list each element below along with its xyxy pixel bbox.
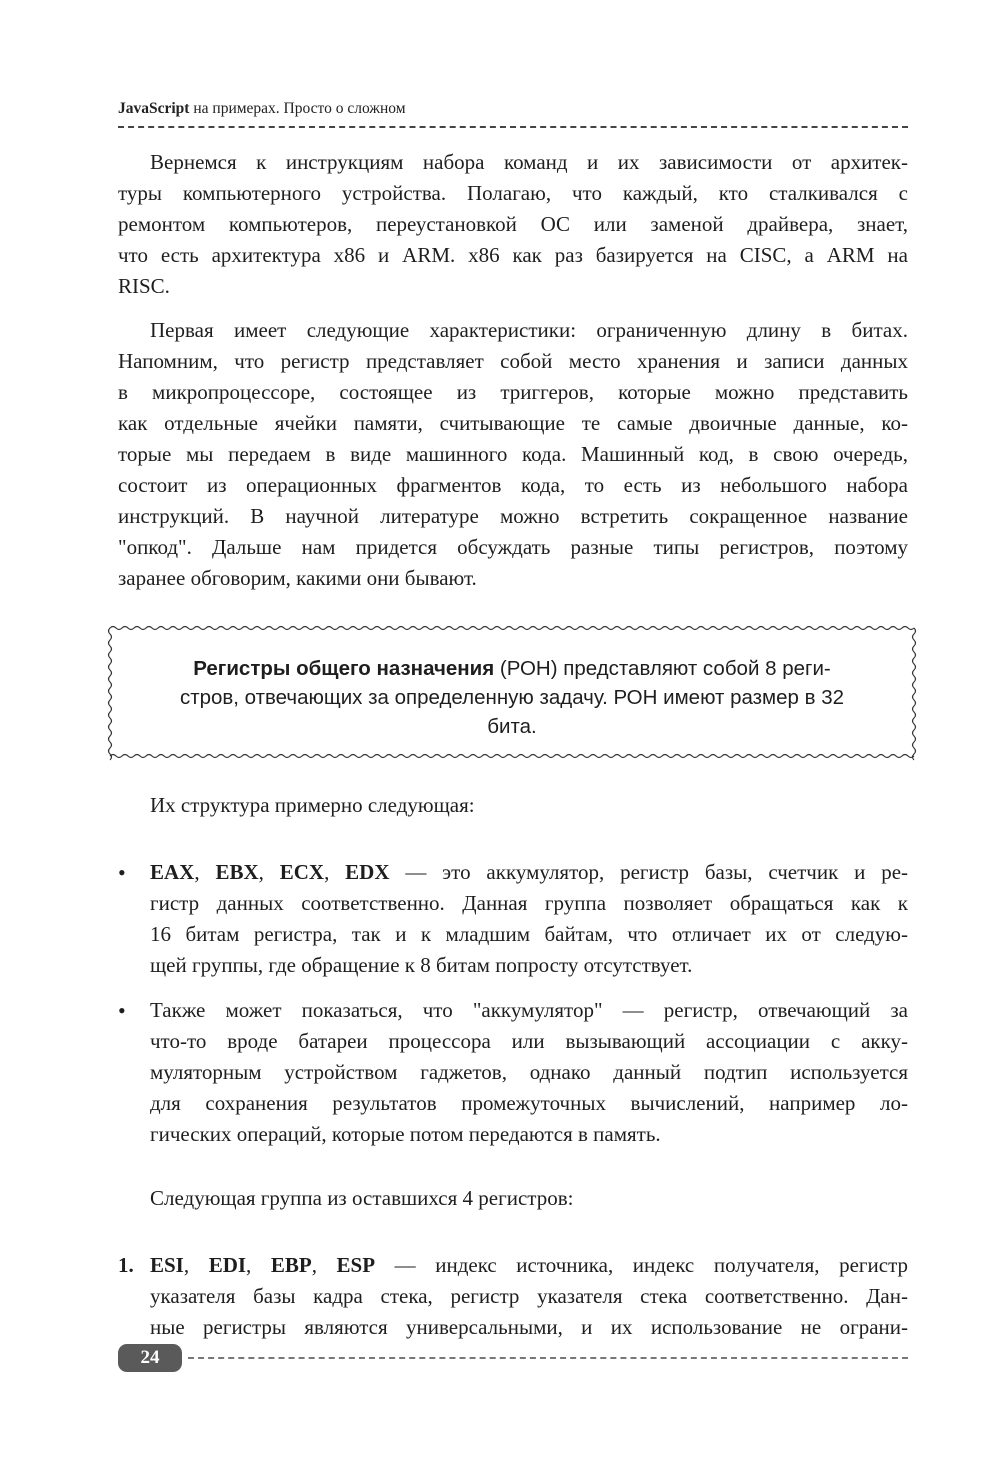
wavy-border-edge: [913, 628, 916, 760]
text-span: — индекс источника, индекс получателя, регистр: [375, 1253, 908, 1277]
page-number-badge: 24: [118, 1344, 182, 1372]
bullet-icon: •: [118, 998, 126, 1023]
note-box: [106, 622, 918, 762]
text-line: торые мы передаем в виде машинного кода. Машинный код, в свою очередь,: [118, 442, 908, 466]
text-line: ные регистры являются универсальными, и их использование не ограни-: [150, 1315, 908, 1339]
reg-name: EDI: [208, 1253, 247, 1277]
text-line: 16 битам регистра, так и к младшим байтам, что отличает их от следую-: [150, 922, 908, 946]
reg-name: ESP: [336, 1253, 376, 1277]
next-group-intro: [118, 1183, 908, 1214]
text-line: Вернемся к инструкциям набора команд и их зависимости от архитек-: [150, 150, 908, 174]
header-bold: JavaScript: [118, 100, 190, 117]
text-line: для сохранения результатов промежуточных вычислений, например ло-: [150, 1091, 908, 1115]
wavy-border-edge: [109, 628, 112, 760]
wavy-border-edge: [110, 755, 914, 758]
reg-name: EDX: [345, 860, 390, 884]
text-line: RISC.: [118, 274, 170, 298]
text-line: муляторным устройством гаджетов, однако данный подтип используется: [150, 1060, 908, 1084]
text-line: ремонтом компьютеров, переустановкой ОС или заменой драйвера, знает,: [118, 212, 908, 236]
note-text: стров, отвечающих за определенную задачу. РОН имеют размер в 32: [179, 686, 845, 709]
note-text: бита.: [487, 715, 537, 738]
text-line: что-то вроде батареи процессора или вызывающий ассоциации с акку-: [150, 1029, 908, 1053]
text-line: как отдельные ячейки памяти, считывающие те самые двоичные данные, ко-: [118, 411, 908, 435]
text-line: что есть архитектура x86 и ARM. x86 как раз базируется на CISC, а ARM на: [118, 243, 908, 267]
header-rest: на примерах. Просто о сложном: [189, 100, 406, 117]
paragraph-1: [118, 147, 908, 302]
note-term: Регистры общего назначения: [193, 657, 495, 680]
text-line: щей группы, где обращение к 8 битам попросту отсутствует.: [150, 953, 693, 977]
header-divider: [118, 126, 908, 128]
structure-intro: [118, 790, 908, 821]
text-line: состоит из операционных фрагментов кода, то есть из небольшого набора: [118, 473, 908, 497]
text-line: гических операций, которые потом передаются в память.: [150, 1122, 661, 1146]
reg-name: ECX: [279, 860, 325, 884]
numbered-item-1: ESI, EDI, EBP, ESP — индекс источника, индекс получателя, регистр указателя базы кадра стека, регистр указателя стека соответственно. Дан- ные регистры являются универсальными, и их использование не ограни-: [150, 1250, 908, 1343]
text-line: "опкод". Дальше нам придется обсуждать разные типы регистров, поэтому: [118, 535, 908, 559]
text-line: Также может показаться, что "аккумулятор" — регистр, отвечающий за: [150, 998, 908, 1022]
text-line: указателя базы кадра стека, регистр указателя стека соответственно. Дан-: [150, 1284, 908, 1308]
paragraph-2: [118, 315, 908, 594]
text-line: в микропроцессоре, состоящее из триггеров, которые можно представить: [118, 380, 908, 404]
reg-name: EBP: [270, 1253, 312, 1277]
list-number: 1.: [118, 1253, 134, 1277]
bullet-item-2: [150, 995, 908, 1150]
reg-name: ESI: [150, 1253, 184, 1277]
text-span: — это аккумулятор, регистр базы, счетчик и ре-: [389, 860, 909, 884]
footer-divider: [188, 1357, 908, 1359]
bullet-icon: •: [118, 860, 126, 885]
text-line: инструкций. В научной литературе можно встретить сокращенное название: [118, 504, 908, 528]
reg-name: EAX: [150, 860, 195, 884]
text-line: гистр данных соответственно. Данная группа позволяет обращаться как к: [150, 891, 908, 915]
text-line: Следующая группа из оставшихся 4 регистров:: [150, 1186, 574, 1210]
running-header: [118, 100, 406, 118]
bullet-item-1: EAX, EBX, ECX, EDX — это аккумулятор, регистр базы, счетчик и ре- гистр данных соответственно. Данная группа позволяет обращаться как к 16 битам регистра, так и к младшим байтам, что отличает их от следую- щей группы, где обращение к 8 битам попросту отсутствует.: [150, 857, 908, 981]
text-line: Первая имеет следующие характеристики: ограниченную длину в битах.: [150, 318, 908, 342]
text-line: заранее обговорим, какими они бывают.: [118, 566, 477, 590]
text-line: Напомним, что регистр представляет собой место хранения и записи данных: [118, 349, 908, 373]
note-text: (РОН) представляют собой 8 реги-: [494, 657, 831, 680]
text-line: Их структура примерно следующая:: [150, 793, 475, 817]
reg-name: EBX: [215, 860, 259, 884]
wavy-border-edge: [110, 627, 914, 630]
text-line: туры компьютерного устройства. Полагаю, что каждый, кто сталкивался с: [118, 181, 908, 205]
